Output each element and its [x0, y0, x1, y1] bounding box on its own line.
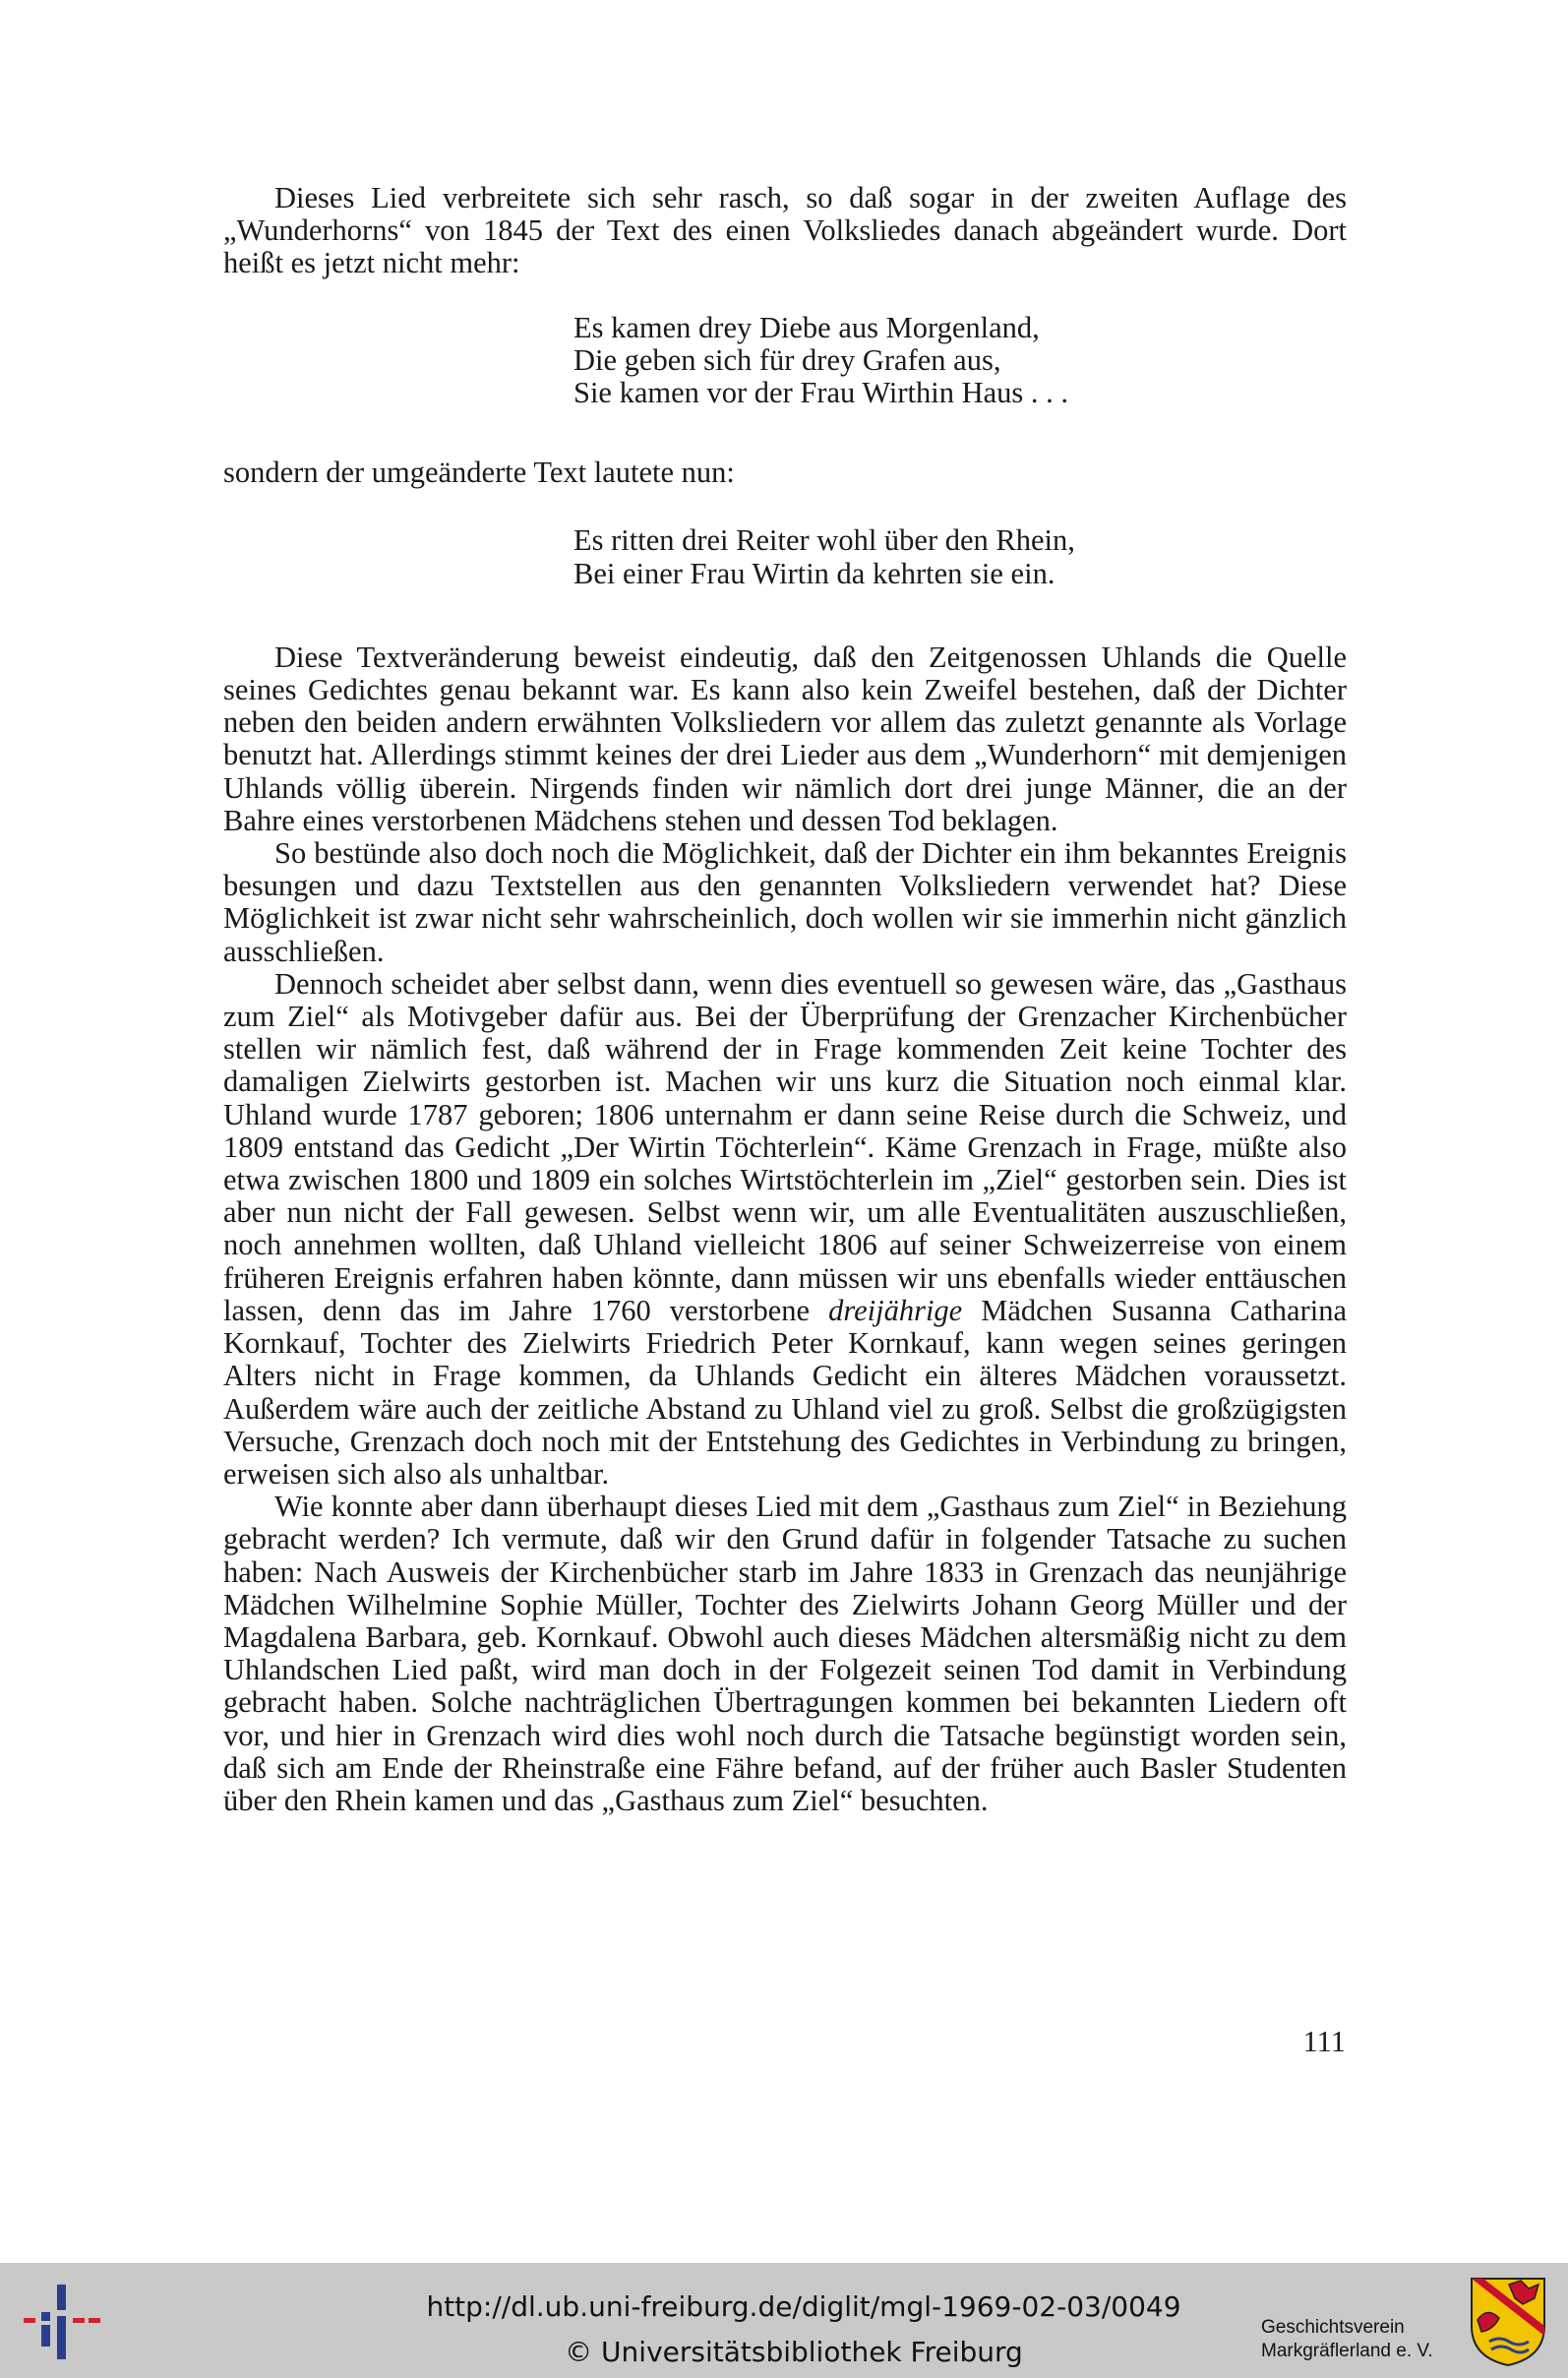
verse-line: Die geben sich für drey Grafen aus, [573, 342, 1001, 377]
coat-of-arms-icon [1470, 2277, 1546, 2367]
paragraph: Dieses Lied verbreitete sich sehr rasch, so daß sogar in der zweiten Auflage des „Wunderhorns“ von 1845 der Text des einen Volksliedes danach abgeändert wurde. Dort heißt es jetzt nicht mehr: [223, 181, 1347, 280]
society-line: Geschichtsverein [1261, 2317, 1405, 2338]
body-text [223, 182, 1347, 1817]
paragraph-text: Mädchen Susanna Catharina Kornkauf, Tochter des Zielwirts Friedrich Peter Kornkauf, kann wegen seines geringen Alters nicht in Frage kommen, da Uhlands Gedicht ein älteres Mädchen voraussetzt. Außerdem wäre auch der zeitliche Abstand zu Uhland viel zu groß. Selbst die großzügigsten Versuche, Grenzach doch noch mit der Entstehung des Gedichtes in Verbindung zu bringen, erweisen sich also als unhaltbar. [223, 1293, 1347, 1491]
verse-line: Sie kamen vor der Frau Wirthin Haus . . . [573, 376, 1069, 410]
verse-line: Es ritten drei Reiter wohl über den Rhein, [573, 523, 1075, 558]
paragraph [223, 968, 1347, 1491]
emphasized-word: dreijährige [828, 1293, 963, 1327]
paragraph: sondern der umgeänderte Text lautete nun: [223, 456, 735, 490]
verse-block [223, 312, 1347, 410]
verse-line: Es kamen drey Diebe aus Morgenland, [573, 310, 1040, 344]
paragraph: Wie konnte aber dann überhaupt dieses Lied mit dem „Gasthaus zum Ziel“ in Beziehung gebracht werden? Ich vermute, daß wir den Grund dafür in folgender Tatsache zu suchen haben: Nach Ausweis der Kirchenbücher starb im Jahre 1833 in Grenzach das neunjährige Mädchen Wilhelmine Sophie Müller, Tochter des Zielwirts Johann Georg Müller und der Magdalena Barbara, geb. Kornkauf. Obwohl auch dieses Mädchen altersmäßig nicht zu dem Uhlandschen Lied paßt, wird man doch in der Folgezeit seinen Tod damit in Verbindung gebracht haben. Solche nachträglichen Übertragungen kommen bei bekannten Liedern oft vor, und hier in Grenzach wird dies wohl noch durch die Tatsache begünstigt worden sein, daß sich am Ende der Rheinstraße eine Fähre befand, auf der früher auch Basler Studenten über den Rhein kamen und das „Gasthaus zum Ziel“ besuchten. [223, 1490, 1347, 1817]
verse-block [223, 524, 1347, 589]
paragraph: Diese Textveränderung beweist eindeutig, daß den Zeitgenossen Uhlands die Quelle seines Gedichtes genau bekannt war. Es kann also kein Zweifel bestehen, daß der Dichter neben den beiden andern erwähnten Volksliedern vor allem das zuletzt genannte als Vorlage benutzt hat. Allerdings stimmt keines der drei Lieder aus dem „Wunderhorn“ mit demjenigen Uhlands völlig überein. Nirgends finden wir nämlich dort drei junge Männer, die an der Bahre eines verstorbenen Mädchens stehen und dessen Tod beklagen. [223, 640, 1347, 837]
paragraph-text: Dennoch scheidet aber selbst dann, wenn dies eventuell so gewesen wäre, das „Gasthaus zum Ziel“ als Motivgeber dafür aus. Bei der Überprüfung der Grenzacher Kirchenbücher stellen wir nämlich fest, daß während der in Frage kommenden Zeit keine Tochter des damaligen Zielwirts gestorben ist. Machen wir uns kurz die Situation noch einmal klar. Uhland wurde 1787 geboren; 1806 unternahm er dann seine Reise durch die Schweiz, und 1809 entstand das Gedicht „Der Wirtin Töchterlein“. Käme Grenzach in Frage, müßte also etwa zwischen 1800 und 1809 ein solches Wirtstöchterlein im „Ziel“ gestorben sein. Dies ist aber nun nicht der Fall gewesen. Selbst wenn wir, um alle Eventualitäten auszuschließen, noch annehmen wollten, daß Uhland vielleicht 1806 auf seiner Schweizerreise von einem früheren Ereignis erfahren haben könnte, dann müssen wir uns ebenfalls wieder enttäuschen lassen, denn das im Jahre 1760 verstorbene [223, 966, 1347, 1327]
verse-line: Bei einer Frau Wirtin da kehrten sie ein. [573, 556, 1055, 590]
society-line: Markgräflerland e. V. [1261, 2341, 1433, 2361]
permalink-url[interactable]: http://dl.ub.uni-freiburg.de/diglit/mgl-1969-02-03/0049 [426, 2290, 1181, 2323]
society-name [1261, 2316, 1458, 2363]
page-number: 111 [1302, 2025, 1346, 2058]
copyright-notice: © Universitätsbibliothek Freiburg [565, 2336, 1023, 2368]
paragraph: So bestünde also doch noch die Möglichkeit, daß der Dichter ein ihm bekanntes Ereignis besungen und dazu Textstellen aus den genannten Volksliedern verwendet hat? Diese Möglichkeit ist zwar nicht sehr wahrscheinlich, doch wollen wir sie immerhin nicht gänzlich ausschließen. [223, 836, 1347, 968]
footer-bar [0, 2263, 1568, 2378]
